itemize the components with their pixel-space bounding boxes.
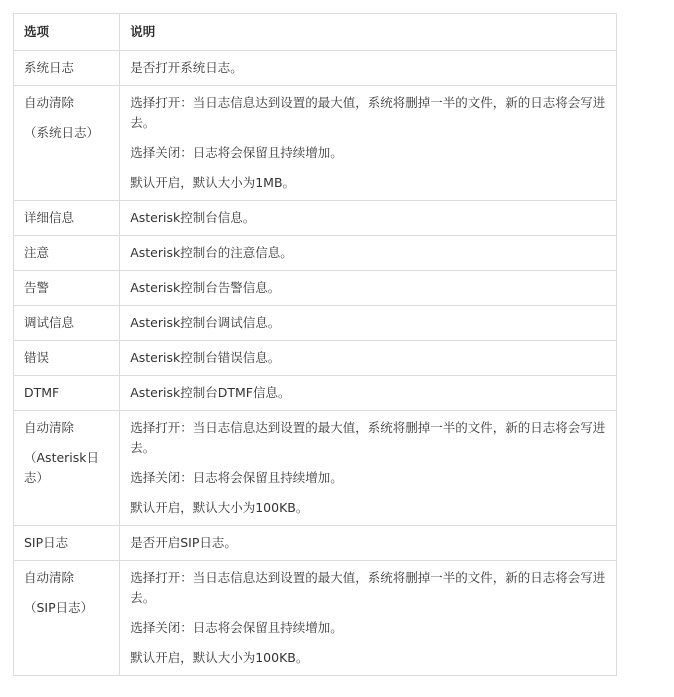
option-cell [14, 51, 120, 86]
option-qualifier: （Asterisk日志） [24, 450, 100, 485]
option-name: 注意 [24, 245, 50, 260]
table-row [14, 561, 617, 676]
table-row [14, 306, 617, 341]
description-cell [120, 201, 617, 236]
description-cell [120, 341, 617, 376]
table-body [14, 51, 617, 676]
description-cell [120, 411, 617, 526]
option-name: 调试信息 [24, 315, 75, 330]
option-name: 错误 [24, 350, 50, 365]
description-cell [120, 236, 617, 271]
option-name: 自动清除 [24, 95, 75, 110]
description-line: 默认开启，默认大小为1MB。 [130, 175, 296, 190]
table-row [14, 341, 617, 376]
description-cell [120, 51, 617, 86]
option-qualifier: （SIP日志） [24, 600, 94, 615]
option-cell [14, 341, 120, 376]
description-cell [120, 526, 617, 561]
description-line: 是否开启SIP日志。 [130, 535, 237, 550]
description-line: Asterisk控制台的注意信息。 [130, 245, 293, 260]
table-row [14, 271, 617, 306]
option-name: SIP日志 [24, 535, 69, 550]
description-line: Asterisk控制台调试信息。 [130, 315, 281, 330]
table-row [14, 201, 617, 236]
option-cell [14, 236, 120, 271]
option-name: 告警 [24, 280, 50, 295]
description-line: 选择打开：当日志信息达到设置的最大值，系统将删掉一半的文件，新的日志将会写进去。 [130, 570, 606, 605]
table-row [14, 526, 617, 561]
description-cell [120, 271, 617, 306]
option-cell [14, 411, 120, 526]
description-line: 默认开启，默认大小为100KB。 [130, 650, 309, 665]
description-cell [120, 561, 617, 676]
option-name: 系统日志 [24, 60, 75, 75]
description-cell [120, 306, 617, 341]
description-line: 是否打开系统日志。 [130, 60, 243, 75]
description-line: 选择关闭：日志将会保留且持续增加。 [130, 470, 343, 485]
option-name: DTMF [24, 385, 60, 400]
option-cell [14, 86, 120, 201]
header-option: 选项 [14, 14, 120, 51]
options-table [13, 13, 617, 676]
option-cell [14, 376, 120, 411]
description-cell [120, 86, 617, 201]
option-cell [14, 306, 120, 341]
description-line: Asterisk控制台告警信息。 [130, 280, 281, 295]
table-row [14, 51, 617, 86]
description-line: 选择关闭：日志将会保留且持续增加。 [130, 145, 343, 160]
option-cell [14, 201, 120, 236]
option-name: 自动清除 [24, 420, 75, 435]
description-line: 选择打开：当日志信息达到设置的最大值，系统将删掉一半的文件，新的日志将会写进去。 [130, 420, 606, 455]
option-cell [14, 271, 120, 306]
table-row [14, 411, 617, 526]
option-name: 自动清除 [24, 570, 75, 585]
table-row [14, 86, 617, 201]
description-line: Asterisk控制台DTMF信息。 [130, 385, 291, 400]
option-cell [14, 561, 120, 676]
option-cell [14, 526, 120, 561]
option-name: 详细信息 [24, 210, 75, 225]
description-cell [120, 376, 617, 411]
description-line: Asterisk控制台信息。 [130, 210, 256, 225]
description-line: 选择关闭：日志将会保留且持续增加。 [130, 620, 343, 635]
table-header-row [14, 14, 617, 51]
description-line: Asterisk控制台错误信息。 [130, 350, 281, 365]
table-row [14, 376, 617, 411]
option-qualifier: （系统日志） [24, 125, 100, 140]
description-line: 默认开启，默认大小为100KB。 [130, 500, 309, 515]
description-line: 选择打开：当日志信息达到设置的最大值，系统将删掉一半的文件，新的日志将会写进去。 [130, 95, 606, 130]
header-description: 说明 [120, 14, 617, 51]
table-row [14, 236, 617, 271]
